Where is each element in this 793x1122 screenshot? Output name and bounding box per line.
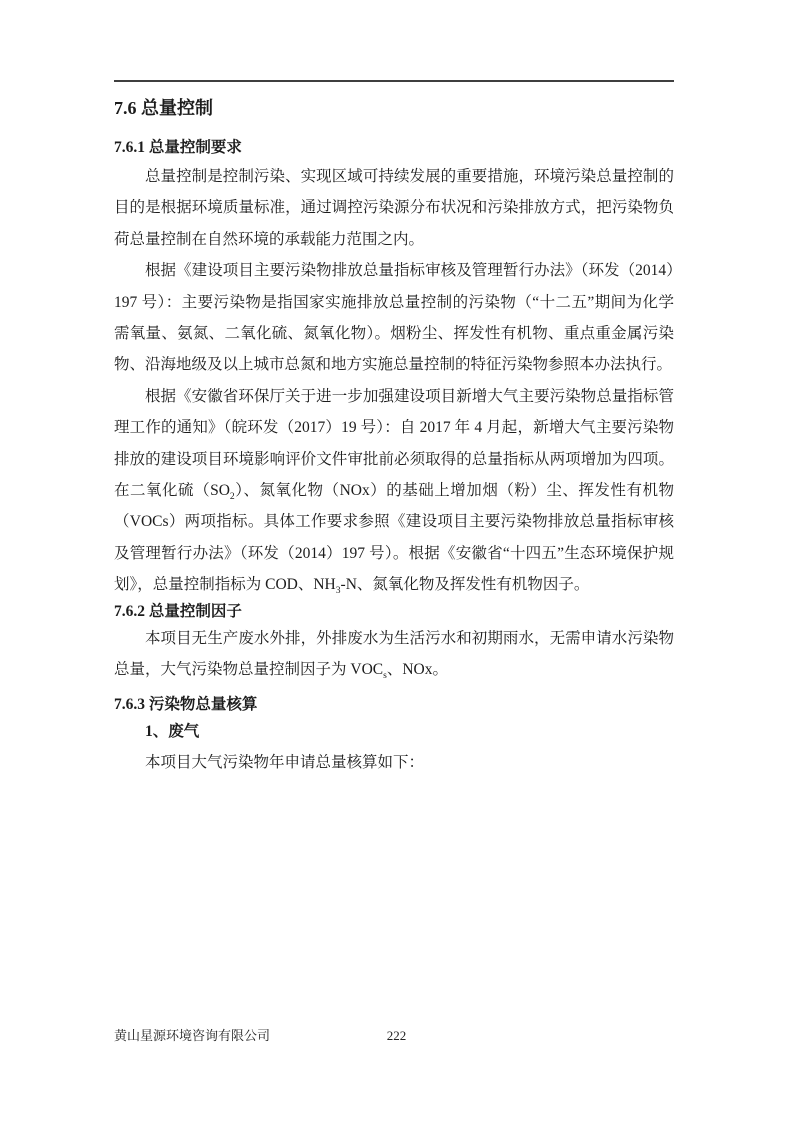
footer-company-name: 黄山星源环境咨询有限公司 (114, 1028, 271, 1043)
heading-7-6-3: 7.6.3 污染物总量核算 (114, 695, 258, 713)
paragraph-control-factors: 本项目无生产废水外排，外排废水为生活污水和初期雨水，无需申请水污染物总量，大气污染物总量控制因子为 $VOC_s$、NOx。 (114, 629, 674, 682)
paragraph-anhui-notice: 根据《安徽省环保厅关于进一步加强建设项目新增大气主要污染物总量指标管理工作的通知》（皖环发（2017）19 号）：自 2017 年 4 月起，新增大气主要污染物排放的建设项目环境影响评价文件审批前必须取得的总量指标从两项增加为四项。在二氧化硫$(SO_2)$、氮氧化物（NOx）的基础上增加烟（粉）尘、挥发性有机物（VOCs）两项指标。具体工作要求参照《建设项目主要污染物排放总量指标审核及管理暂行办法》（环发（2014）197 号）。根据《安徽省“十四五”生态环境保护规划》，总量控制指标为 COD、$NH_3-N$、氮氧化物及挥发性有机物因子。 (114, 387, 674, 597)
sub-heading-waste-gas: 1、废气 (145, 722, 200, 740)
footer-page-number: 222 (386, 1028, 407, 1043)
section-title-7-6: 7.6 总量控制 (114, 98, 213, 118)
paragraph-total-control-intro: 总量控制是控制污染、实现区域可持续发展的重要措施，环境污染总量控制的目的是根据环境质量标准，通过调控污染源分布状况和污染排放方式，把污染物负荷总量控制在自然环境的承载能力范围之内。 (114, 168, 674, 248)
heading-7-6-1: 7.6.1 总量控制要求 (114, 139, 242, 156)
paragraph-annual-total-intro: 本项目大气污染物年申请总量核算如下： (145, 753, 425, 771)
header-rule (114, 80, 674, 82)
page-footer (114, 1027, 679, 1045)
heading-7-6-2: 7.6.2 总量控制因子 (114, 602, 242, 620)
paragraph-national-measures: 根据《建设项目主要污染物排放总量指标审核及管理暂行办法》（环发（2014）197 号）：主要污染物是指国家实施排放总量控制的污染物（“十二五”期间为化学需氧量、氨氮、二氧化硫、氮氧化物）。烟粉尘、挥发性有机物、重点重金属污染物、沿海地级及以上城市总氮和地方实施总量控制的特征污染物参照本办法执行。 (114, 262, 674, 374)
page-content (114, 80, 674, 778)
